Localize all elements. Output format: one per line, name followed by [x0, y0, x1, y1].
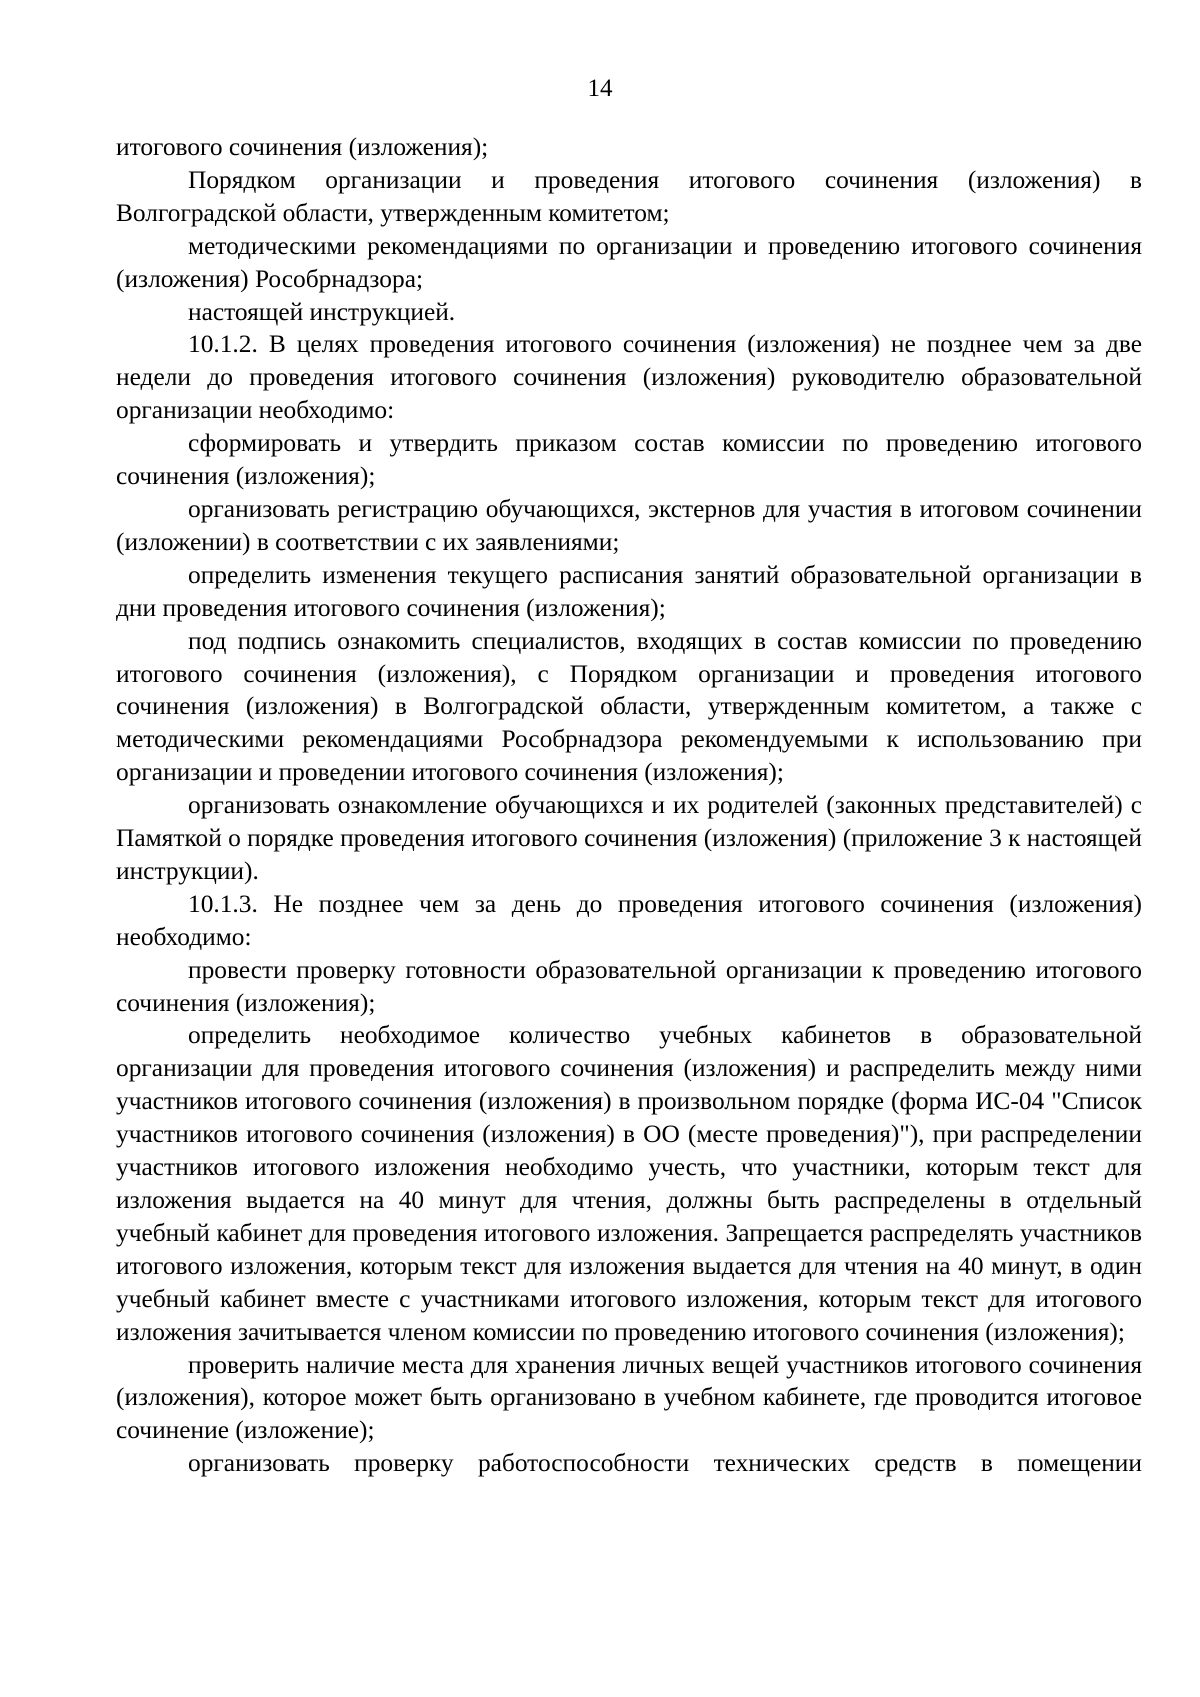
paragraph: 10.1.3. Не позднее чем за день до проведения итогового сочинения (изложения) необходимо: [116, 889, 1142, 951]
paragraph: определить необходимое количество учебных кабинетов в образовательной организации для проведения итогового сочинения (изложения) и распределить между ними участников итогового сочинения (изложения) в произвольном порядке (форма ИС-04 "Список участников итогового сочинения (изложения) в ОО (месте проведения)"), при распределении участников итогового изложения необходимо учесть, что участники, которым текст для изложения выдается на 40 минут для чтения, должны быть распределены в отдельный учебный кабинет для проведения итогового изложения. Запрещается распределять участников итогового изложения, которым текст для изложения выдается для чтения на 40 минут, в один учебный кабинет вместе с участниками итогового изложения, которым текст для итогового изложения зачитывается членом комиссии по проведению итогового сочинения (изложения); [116, 1021, 1142, 1346]
paragraph: организовать проверку работоспособности технических средств в помещении [188, 1449, 1142, 1478]
paragraph: Порядком организации и проведения итогового сочинения (изложения) в Волгоградской области, утвержденным комитетом; [116, 165, 1142, 227]
paragraph: настоящей инструкцией. [188, 297, 456, 326]
paragraph: организовать ознакомление обучающихся и их родителей (законных представителей) с Памяткой о порядке проведения итогового сочинения (изложения) (приложение 3 к настоящей инструкции). [116, 791, 1142, 885]
paragraph: определить изменения текущего расписания занятий образовательной организации в дни проведения итогового сочинения (изложения); [116, 560, 1142, 622]
paragraph: провести проверку готовности образовательной организации к проведению итогового сочинения (изложения); [116, 955, 1142, 1017]
paragraph: проверить наличие места для хранения личных вещей участников итогового сочинения (изложения), которое может быть организовано в учебном кабинете, где проводится итоговое сочинение (изложение); [116, 1350, 1142, 1445]
paragraph: 10.1.2. В целях проведения итогового сочинения (изложения) не позднее чем за две недели до проведения итогового сочинения (изложения) руководителю образовательной организации необходимо: [116, 330, 1142, 425]
paragraph: методическими рекомендациями по организации и проведению итогового сочинения (изложения) Рособрнадзора; [116, 231, 1142, 293]
paragraph: сформировать и утвердить приказом состав комиссии по проведению итогового сочинения (изложения); [116, 429, 1142, 491]
paragraph: под подпись ознакомить специалистов, входящих в состав комиссии по проведению итогового сочинения (изложения), с Порядком организации и проведения итогового сочинения (изложения) в Волгоградской области, утвержденным комитетом, а также с методическими рекомендациями Рособрнадзора рекомендуемыми к использованию при организации и проведении итогового сочинения (изложения); [116, 626, 1142, 787]
paragraph: итогового сочинения (изложения); [116, 133, 489, 161]
page-number: 14 [587, 75, 613, 102]
paragraph: организовать регистрацию обучающихся, экстернов для участия в итоговом сочинении (изложении) в соответствии с их заявлениями; [116, 494, 1142, 556]
document-body [116, 131, 1142, 1480]
